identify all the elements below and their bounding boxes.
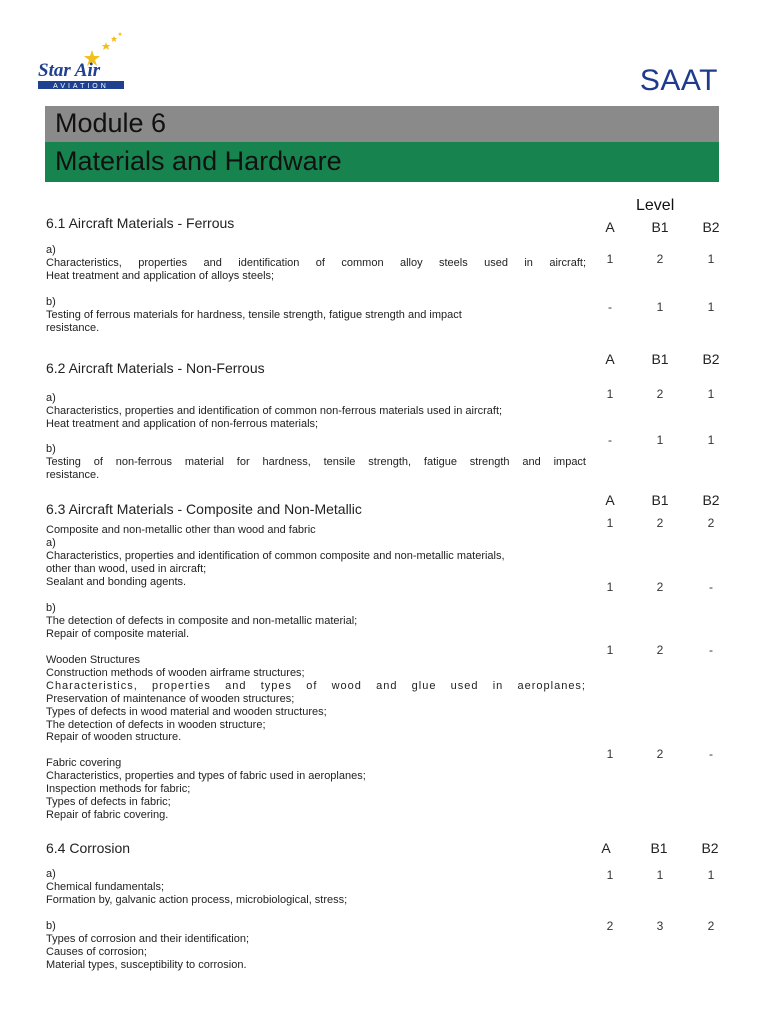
star-air-logo	[36, 30, 128, 94]
topic-item	[46, 868, 586, 907]
level-a: -	[608, 300, 612, 314]
level-a: 1	[606, 252, 614, 266]
topic-item	[46, 392, 586, 431]
item-line: The detection of defects in composite and non-metallic material;	[46, 614, 358, 627]
item-line: Material types, susceptibility to corrosion.	[46, 958, 247, 971]
level-b1: 1	[656, 300, 664, 314]
level-b1: 2	[656, 387, 664, 401]
item-line: Heat treatment and application of alloys steels;	[46, 269, 275, 282]
item-label: a)	[46, 392, 56, 404]
col-head-b2: B2	[702, 219, 720, 235]
section-title: 6.1 Aircraft Materials - Ferrous	[46, 215, 235, 231]
level-b1: 2	[656, 747, 664, 761]
item-line: Characteristics, properties and types of fabric used in aeroplanes;	[46, 769, 366, 782]
item-line: Types of corrosion and their identification;	[46, 932, 250, 945]
level-b2: 2	[707, 516, 715, 530]
topic-item	[46, 602, 586, 641]
topic-item	[46, 757, 586, 822]
level-a: 1	[606, 580, 614, 594]
level-a: 1	[606, 643, 614, 657]
level-a: 1	[606, 747, 614, 761]
item-line: Types of defects in wood material and wooden structures;	[46, 705, 327, 718]
module-band	[45, 106, 719, 142]
col-head-b2: B2	[702, 351, 720, 367]
item-label: b)	[46, 443, 56, 455]
item-line: The detection of defects in wooden structure;	[46, 718, 266, 731]
subject-band	[45, 142, 719, 182]
level-b2: -	[709, 747, 713, 761]
org-name: SAAT	[639, 64, 718, 97]
level-a: 1	[606, 868, 614, 882]
logo-text: Star Air	[38, 60, 101, 81]
item-line: a)	[46, 536, 56, 549]
section-title: 6.3 Aircraft Materials - Composite and Non-Metallic	[46, 501, 362, 517]
level-b2: 2	[707, 919, 715, 933]
level-b1: 3	[656, 919, 664, 933]
level-b1: 1	[656, 433, 664, 447]
level-b2: 1	[707, 868, 715, 882]
level-a: -	[608, 433, 612, 447]
topic-item	[46, 654, 586, 744]
col-head-a: A	[601, 840, 611, 856]
logo-subtext: AVIATION	[53, 83, 109, 90]
level-b2: 1	[707, 433, 715, 447]
item-line: Characteristics, properties and identification of common alloy steels used in aircraft;	[46, 256, 586, 269]
level-a: 1	[606, 516, 614, 530]
col-head-b2: B2	[701, 840, 719, 856]
item-line: Characteristics, properties and types of wood and glue used in aeroplanes;	[46, 679, 586, 692]
level-a: 2	[606, 919, 614, 933]
level-b2: 1	[707, 387, 715, 401]
item-line: Inspection methods for fabric;	[46, 782, 191, 795]
item-line: resistance.	[46, 321, 100, 334]
col-head-a: A	[605, 351, 615, 367]
item-line: Types of defects in fabric;	[46, 795, 171, 808]
item-line: Preservation of maintenance of wooden structures;	[46, 692, 295, 705]
item-line: Chemical fundamentals;	[46, 880, 165, 893]
level-b2: -	[709, 643, 713, 657]
item-label: Composite and non-metallic other than wood and fabric	[46, 524, 316, 536]
item-line: Causes of corrosion;	[46, 945, 147, 958]
col-head-b1: B1	[651, 219, 669, 235]
level-b1: 2	[656, 516, 664, 530]
item-label: b)	[46, 602, 56, 614]
item-line: Repair of fabric covering.	[46, 808, 169, 821]
col-head-b1: B1	[650, 840, 668, 856]
item-line: resistance.	[46, 468, 100, 481]
level-b1: 2	[656, 580, 664, 594]
item-line: other than wood, used in aircraft;	[46, 562, 207, 575]
item-label: b)	[46, 920, 56, 932]
topic-item	[46, 296, 586, 335]
level-b2: 1	[707, 300, 715, 314]
item-line: Characteristics, properties and identification of common non-ferrous materials used in aircraft;	[46, 404, 503, 417]
col-head-a: A	[605, 492, 615, 508]
item-line: Formation by, galvanic action process, microbiological, stress;	[46, 893, 348, 906]
topic-item	[46, 443, 586, 482]
level-b2: 1	[707, 252, 715, 266]
item-line: Construction methods of wooden airframe structures;	[46, 666, 305, 679]
item-line: Characteristics, properties and identification of common composite and non-metallic materials,	[46, 549, 505, 562]
section-title: 6.4 Corrosion	[46, 840, 131, 856]
item-label: b)	[46, 296, 56, 308]
topic-item	[46, 524, 586, 589]
item-label: Fabric covering	[46, 757, 122, 769]
level-b1: 1	[656, 868, 664, 882]
item-line: Sealant and bonding agents.	[46, 575, 187, 588]
col-head-b2: B2	[702, 492, 720, 508]
level-a: 1	[606, 387, 614, 401]
level-heading: Level	[636, 197, 675, 214]
item-line: Testing of ferrous materials for hardness, tensile strength, fatigue strength and impact	[46, 308, 462, 321]
level-b1: 2	[656, 252, 664, 266]
item-label: Wooden Structures	[46, 654, 140, 666]
item-line: Repair of wooden structure.	[46, 731, 182, 744]
topic-item	[46, 920, 586, 972]
item-line: Testing of non-ferrous material for hardness, tensile strength, fatigue strength and impact	[46, 455, 586, 468]
topic-item	[46, 244, 586, 283]
section-title: 6.2 Aircraft Materials - Non-Ferrous	[46, 360, 265, 376]
subject-title: Materials and Hardware	[55, 146, 342, 176]
level-b1: 2	[656, 643, 664, 657]
level-b2: -	[709, 580, 713, 594]
item-label: a)	[46, 868, 56, 880]
item-label: a)	[46, 244, 56, 256]
item-line: Heat treatment and application of non-ferrous materials;	[46, 417, 319, 430]
item-line: Repair of composite material.	[46, 627, 190, 640]
module-title: Module 6	[55, 108, 167, 138]
col-head-b1: B1	[651, 351, 669, 367]
col-head-a: A	[605, 219, 615, 235]
col-head-b1: B1	[651, 492, 669, 508]
